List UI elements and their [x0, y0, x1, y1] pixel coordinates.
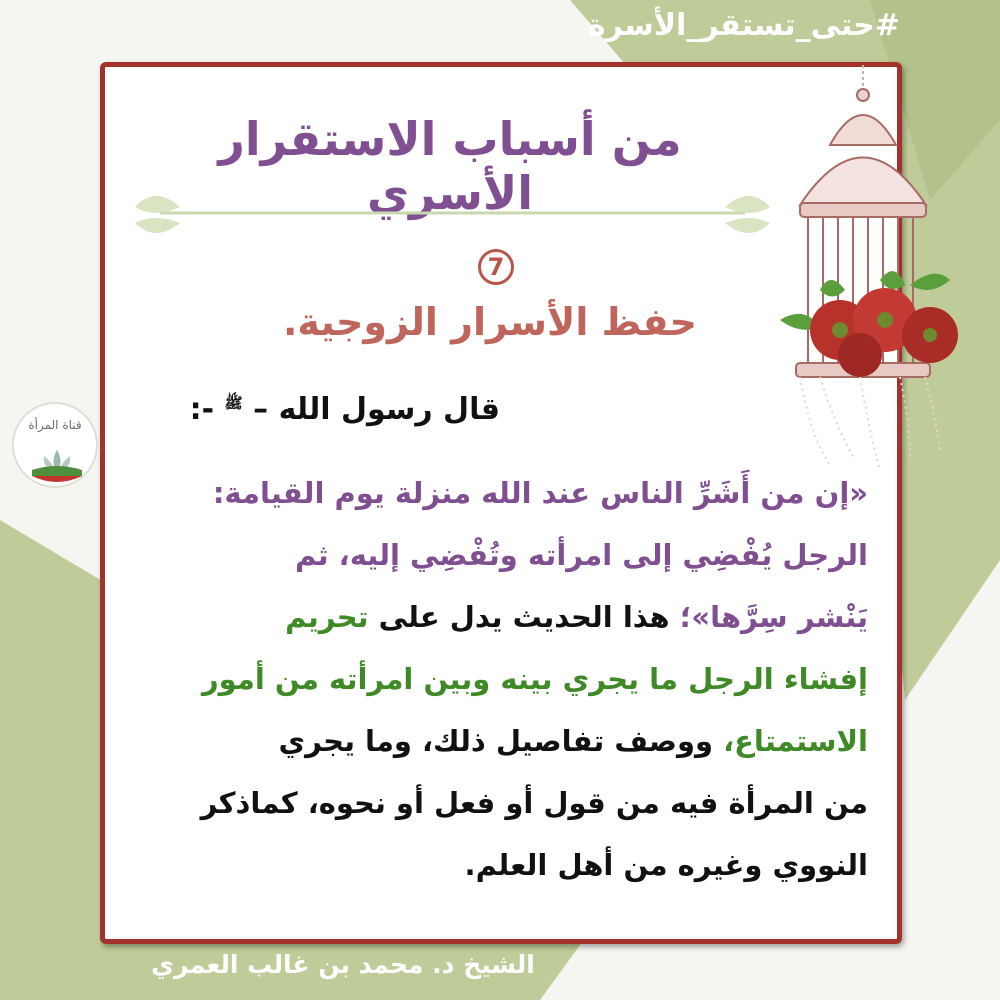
- leaf-divider-icon: [130, 185, 775, 245]
- explanation-line-5-highlight: الاستمتاع،: [723, 724, 868, 758]
- explanation-line-5: [130, 710, 868, 772]
- channel-logo-text: قناة المرأة: [28, 418, 82, 432]
- intro-text: قال رسول الله –: [253, 392, 500, 427]
- hadith-intro: [190, 392, 500, 427]
- author-name: الشيخ د. محمد بن غالب العمري: [151, 950, 535, 979]
- page-title: من أسباب الاستقرار الأسري: [218, 112, 682, 220]
- hadith-line-3-quote: يَنْشر سِرَّها»؛: [679, 600, 868, 634]
- explanation-line-4: إفشاء الرجل ما يجري بينه وبين امرأته من أمور: [201, 662, 868, 696]
- hadith-line-3-text: هذا الحديث يدل على: [368, 600, 680, 634]
- hadith-line-1: «إن من أَشَرِّ الناس عند الله منزلة يوم القيامة:: [212, 476, 868, 510]
- hadith-line-3-highlight: تحريم: [285, 600, 369, 634]
- explanation-line-6: من المرأة فيه من قول أو فعل أو نحوه، كماذكر: [200, 786, 868, 820]
- honorific-text: ﷺ: [224, 394, 243, 412]
- intro-end: -:: [189, 392, 215, 427]
- hadith-body: [130, 462, 868, 896]
- explanation-line-5-text: ووصف تفاصيل ذلك، وما يجري: [278, 724, 724, 758]
- hashtag-label: #حتى_تستقر_الأسرة: [587, 8, 900, 43]
- channel-logo: [12, 402, 98, 488]
- explanation-line-7: النووي وغيره من أهل العلم.: [464, 848, 868, 882]
- birdcage-flowers-icon: [760, 65, 975, 485]
- item-number-badge: 7: [478, 249, 514, 285]
- hadith-line-3: [130, 586, 868, 648]
- section-subtitle: حفظ الأسرار الزوجية.: [282, 300, 698, 344]
- hadith-line-2: الرجل يُفْضِي إلى امرأته وتُفْضِي إليه، ثم: [294, 538, 868, 572]
- lotus-icon: [14, 404, 98, 488]
